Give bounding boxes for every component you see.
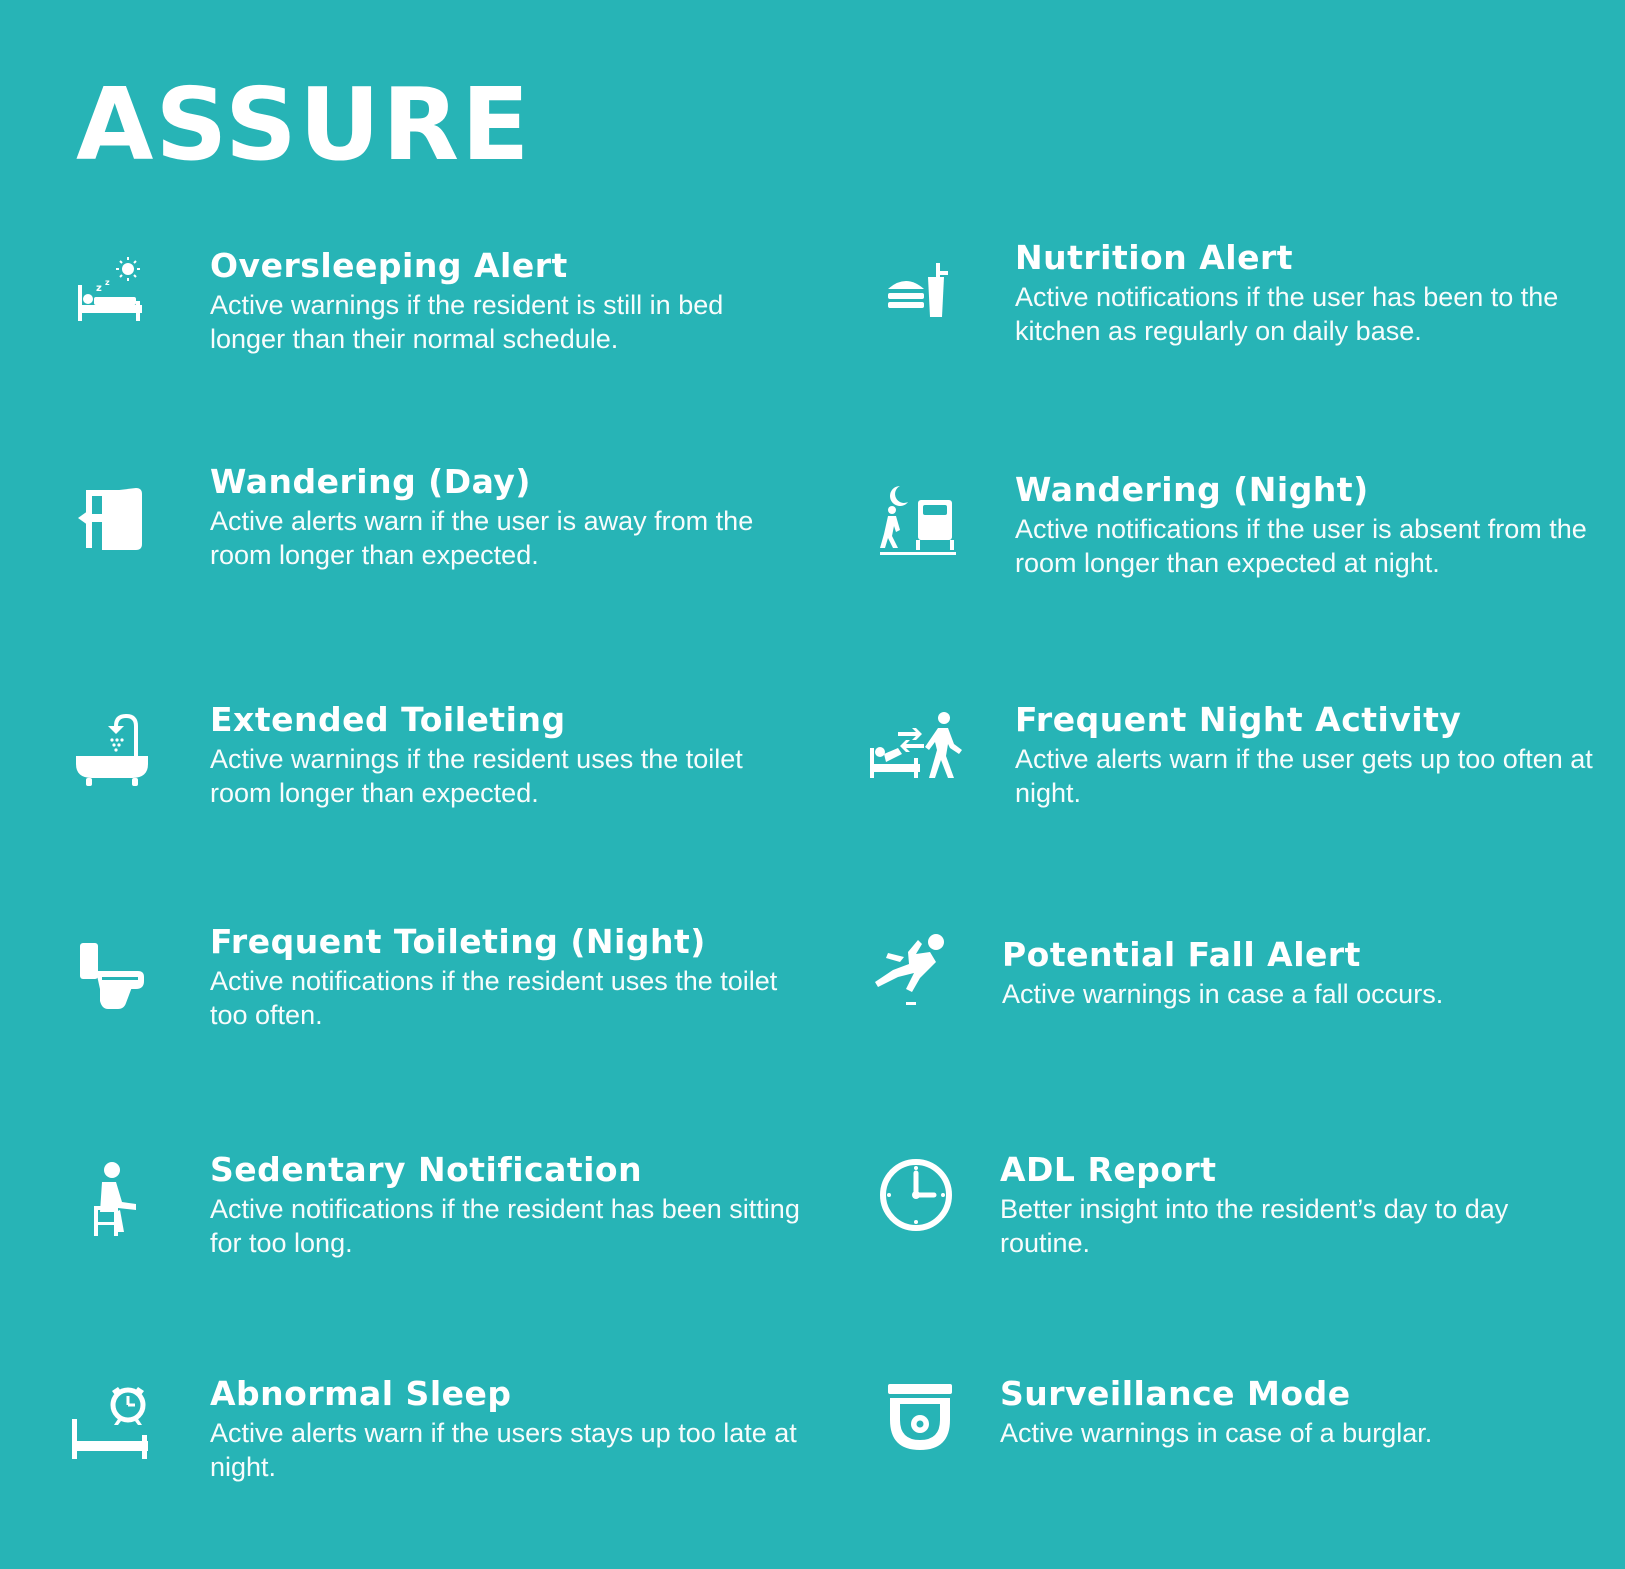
feature-title: Potential Fall Alert (1002, 935, 1361, 974)
feature-description: Active warnings if the resident uses the toilet room longer than expected. (210, 744, 743, 808)
feature-title: Frequent Night Activity (1015, 700, 1462, 739)
feature-description: Active alerts warn if the users stays up too late at night. (210, 1418, 797, 1482)
svg-text:z: z (96, 283, 102, 294)
feature-title: Surveillance Mode (1000, 1374, 1351, 1413)
feature-title: Wandering (Day) (210, 462, 531, 501)
feature-description: Active notifications if the resident uses the toilet too often. (210, 966, 778, 1030)
page-title: ASSURE (76, 66, 532, 183)
person-sitting-icon (76, 1160, 156, 1240)
clock-icon (876, 1155, 956, 1235)
surveillance-camera-icon (880, 1380, 960, 1460)
nutrition-food-icon (880, 255, 960, 335)
feature-description: Active alerts warn if the user gets up too often at night. (1015, 744, 1593, 808)
feature-title: ADL Report (1000, 1150, 1217, 1189)
feature-description: Better insight into the resident’s day to day routine. (1000, 1194, 1509, 1258)
feature-description: Active warnings if the resident is still in bed longer than their normal schedule. (210, 290, 724, 354)
feature-title: Extended Toileting (210, 700, 566, 739)
feature-title: Sedentary Notification (210, 1150, 643, 1189)
bathtub-shower-icon (72, 712, 152, 792)
feature-title: Oversleeping Alert (210, 246, 568, 285)
person-falling-icon (872, 930, 952, 1010)
feature-title: Frequent Toileting (Night) (210, 922, 706, 961)
bed-alarm-clock-icon (70, 1385, 150, 1465)
exit-door-icon (72, 480, 152, 560)
feature-description: Active warnings in case of a burglar. (1000, 1418, 1433, 1448)
feature-description: Active notifications if the resident has been sitting for too long. (210, 1194, 800, 1258)
feature-title: Wandering (Night) (1015, 470, 1369, 509)
night-walk-bed-icon (878, 480, 958, 560)
feature-description: Active warnings in case a fall occurs. (1002, 979, 1444, 1009)
feature-description: Active alerts warn if the user is away from the room longer than expected. (210, 506, 754, 570)
feature-title: Abnormal Sleep (210, 1374, 512, 1413)
feature-title: Nutrition Alert (1015, 238, 1293, 277)
toilet-icon (72, 935, 152, 1015)
feature-description: Active notifications if the user is absent from the room longer than expected at night. (1015, 514, 1587, 578)
feature-description: Active notifications if the user has been to the kitchen as regularly on daily base. (1015, 282, 1559, 346)
bed-to-walk-icon (868, 708, 964, 788)
bed-sleeping-sun-icon (72, 255, 152, 335)
svg-text:z: z (105, 278, 110, 287)
